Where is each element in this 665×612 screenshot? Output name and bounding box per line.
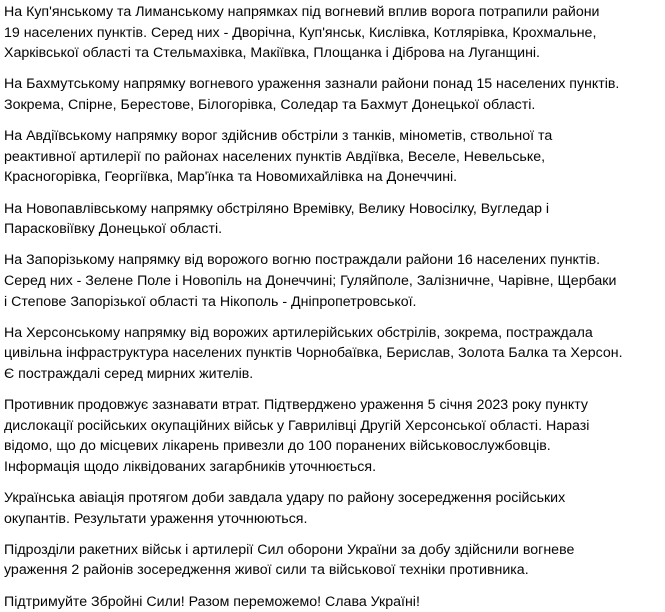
paragraph-bakhmut: На Бахмутському напрямку вогневого ураження зазнали райони понад 15 населених пунктів. Зокрема, Спірне, Берестове, Білогорівка, Соледар та Бахмут Донецької області. xyxy=(4,76,620,113)
paragraph-kupiansk-lyman: На Куп'янському та Лиманському напрямках під вогневий вплив ворога потрапили райони 19 населених пунктів. Серед них - Дворічна, Куп'янськ, Кислівка, Котлярівка, Крохмальне, Харківської області та Стельмахівка, Макіївка, Площанка і Діброва на Луганщині. xyxy=(4,4,600,62)
paragraph-artillery: Підрозділи ракетних військ і артилерії Сил оборони України за добу здійснили вогневе ураження 2 районів зосередження живої сили та військової техніки противника. xyxy=(4,541,575,579)
paragraph-zaporizhzhia: На Запорізькому напрямку від ворожого вогню постраждали райони 16 населених пунктів. Серед них - Зелене Поле і Новопіль на Донеччині; Гуляйполе, Залізничне, Чарівне, Щербаки і Степове Запорізької області та Нікополь - Дніпропетровської. xyxy=(4,252,617,310)
paragraph-novopavlivka: На Новопавлівському напрямку обстріляно Времівку, Велику Новосілку, Вугледар і Парасковіївку Донецької області. xyxy=(4,200,550,238)
paragraph-enemy-losses: Противник продовжує зазнавати втрат. Підтверджено ураження 5 січня 2023 року пункту дислокації російських окупаційних військ у Гаврилівці Другій Херсонської області. Наразі відомо, що до місцевих лікарень привезли до 100 поранених військовослужбовців. Інформація щодо ліквідованих загарбників уточнюється. xyxy=(4,397,590,475)
paragraph-closing: Підтримуйте Збройні Сили! Разом переможемо! Слава Україні! xyxy=(4,593,420,610)
paragraph-avdiivka: На Авдіївському напрямку ворог здійснив обстріли з танків, мінометів, ствольної та реактивної артилерії по районах населених пунктів Авдіївка, Веселе, Невельське, Красногорівка, Георгіївка, Мар'їнка та Новомихайлівка на Донеччині. xyxy=(4,128,553,186)
paragraph-kherson: На Херсонському напрямку від ворожих артилерійських обстрілів, зокрема, постраждала цивільна інфраструктура населених пунктів Чорнобаївка, Берислав, Золота Балка та Херсон. Є постраждалі серед мирних жителів. xyxy=(4,324,623,382)
paragraph-aviation: Українська авіація протягом доби завдала удару по району зосередження російських окупантів. Результати ураження уточнюються. xyxy=(4,490,566,527)
